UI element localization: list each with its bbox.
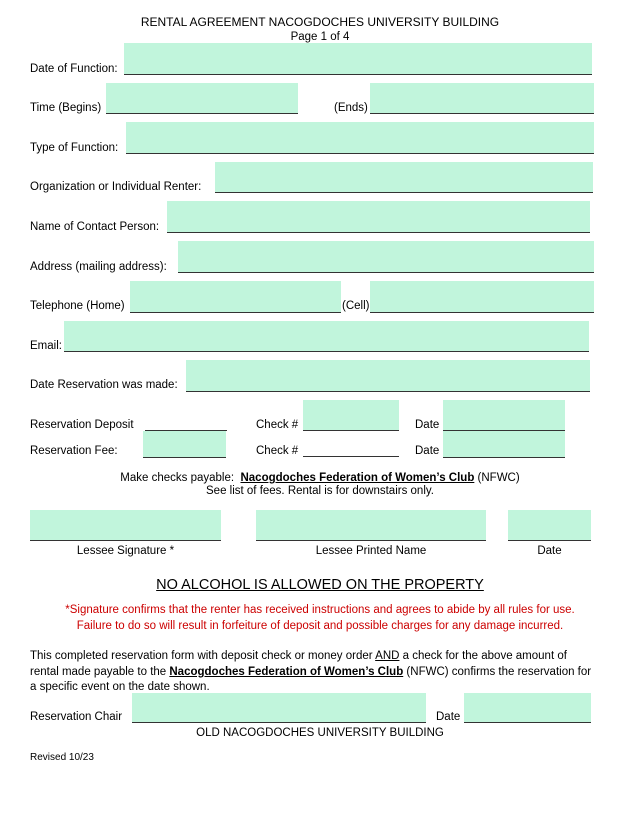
- address-field[interactable]: [178, 241, 594, 273]
- time-begins-label: Time (Begins): [30, 102, 102, 114]
- building-name: OLD NACOGDOCHES UNIVERSITY BUILDING: [196, 727, 444, 739]
- confirmation-line2-a: rental made payable to the: [30, 666, 170, 678]
- document-title: RENTAL AGREEMENT NACOGDOCHES UNIVERSITY BUILDING: [140, 15, 500, 29]
- address-label: Address (mailing address):: [30, 261, 167, 273]
- deposit-date-field[interactable]: [443, 400, 565, 431]
- reservation-fee-field[interactable]: [143, 431, 226, 458]
- signature-date-field[interactable]: [508, 510, 591, 541]
- revised-date: Revised 10/23: [30, 752, 94, 763]
- email-field[interactable]: [64, 321, 589, 352]
- fee-date-label: Date: [415, 445, 440, 457]
- reservation-deposit-label: Reservation Deposit: [30, 419, 134, 431]
- payable-note: [0, 471, 640, 485]
- deposit-date-label: Date: [415, 419, 440, 431]
- signature-date-label: Date: [537, 545, 562, 557]
- payable-prefix: Make checks payable:: [120, 472, 235, 484]
- no-alcohol-notice: NO ALCOHOL IS ALLOWED ON THE PROPERTY: [156, 577, 484, 593]
- lessee-printed-name-label: Lessee Printed Name: [315, 545, 427, 557]
- chair-date-field[interactable]: [464, 693, 591, 723]
- confirmation-line1-a: This completed reservation form with deposit check or money order: [30, 650, 376, 662]
- telephone-home-label: Telephone (Home): [30, 300, 125, 312]
- chair-date-label: Date: [436, 711, 461, 723]
- organization-label: Organization or Individual Renter:: [30, 181, 202, 193]
- reservation-chair-label: Reservation Chair: [30, 711, 123, 723]
- fee-check-label: Check #: [256, 445, 299, 457]
- confirmation-and: AND: [375, 650, 400, 662]
- lessee-signature-field[interactable]: [30, 510, 221, 541]
- rules-notice-line2: Failure to do so will result in forfeiture of deposit and possible charges for any damage incurred.: [76, 620, 564, 632]
- deposit-check-field[interactable]: [303, 400, 399, 431]
- cell-field[interactable]: [370, 281, 594, 313]
- confirmation-org: Nacogdoches Federation of Women’s Club: [169, 666, 404, 678]
- telephone-home-field[interactable]: [130, 281, 341, 313]
- fee-date-field[interactable]: [443, 431, 565, 458]
- date-reservation-field[interactable]: [186, 360, 590, 392]
- time-begins-field[interactable]: [106, 83, 298, 114]
- date-of-function-field[interactable]: [124, 43, 592, 75]
- contact-person-field[interactable]: [167, 201, 590, 233]
- date-reservation-label: Date Reservation was made:: [30, 379, 178, 391]
- date-of-function-label: Date of Function:: [30, 63, 118, 75]
- type-of-function-field[interactable]: [126, 122, 594, 154]
- time-ends-field[interactable]: [370, 83, 594, 114]
- organization-field[interactable]: [215, 162, 593, 193]
- confirmation-line2: [30, 665, 591, 679]
- contact-person-label: Name of Contact Person:: [30, 221, 160, 233]
- email-label: Email:: [30, 340, 62, 352]
- type-of-function-label: Type of Function:: [30, 142, 119, 154]
- fee-check-line[interactable]: [303, 456, 399, 457]
- deposit-check-label: Check #: [256, 419, 299, 431]
- reservation-fee-label: Reservation Fee:: [30, 445, 118, 457]
- lessee-signature-label: Lessee Signature *: [76, 545, 175, 557]
- reservation-chair-field[interactable]: [132, 693, 426, 723]
- confirmation-line2-b: (NFWC) confirms the reservation for: [403, 666, 592, 678]
- lessee-printed-name-field[interactable]: [256, 510, 486, 541]
- confirmation-line3: a specific event on the date shown.: [30, 681, 210, 693]
- confirmation-line1: [30, 649, 567, 663]
- payable-org: Nacogdoches Federation of Women’s Club: [240, 472, 475, 484]
- payable-abbr: (NFWC): [477, 472, 520, 484]
- rules-notice-line1: *Signature confirms that the renter has received instructions and agrees to abide by all rules for use.: [65, 604, 575, 616]
- fees-note: See list of fees. Rental is for downstairs only.: [206, 485, 434, 497]
- page-number: Page 1 of 4: [290, 31, 350, 43]
- cell-label: (Cell): [342, 300, 370, 312]
- time-ends-label: (Ends): [334, 102, 368, 114]
- confirmation-line1-b: a check for the above amount of: [399, 650, 567, 662]
